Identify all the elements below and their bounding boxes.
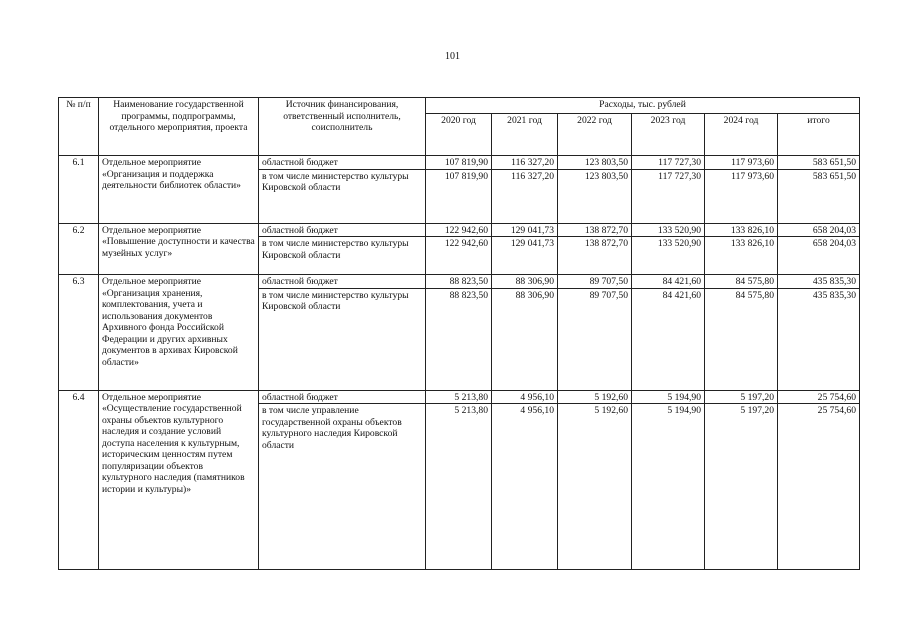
value-cell: 5 197,20	[705, 390, 778, 404]
table-row	[59, 390, 860, 404]
header-year-2021: 2021 год	[492, 114, 558, 156]
value-cell: 123 803,50	[558, 156, 632, 170]
row-number: 6.4	[59, 390, 99, 570]
value-cell: 5 192,60	[558, 404, 632, 570]
row-name: Отдельное мероприятие «Повышение доступности и качества музейных услуг»	[99, 223, 259, 275]
header-expenses: Расходы, тыс. рублей	[426, 98, 860, 114]
value-cell: 5 213,80	[426, 404, 492, 570]
source-label: в том числе министерство культуры Кировской области	[259, 288, 426, 390]
source-label: областной бюджет	[259, 156, 426, 170]
table-header	[59, 98, 860, 156]
value-cell: 122 942,60	[426, 223, 492, 237]
value-cell: 89 707,50	[558, 275, 632, 289]
header-num: № п/п	[59, 98, 99, 156]
value-cell: 88 306,90	[492, 275, 558, 289]
value-cell: 5 197,20	[705, 404, 778, 570]
value-cell: 116 327,20	[492, 169, 558, 223]
total-cell: 435 835,30	[778, 288, 860, 390]
source-label: в том числе министерство культуры Кировской области	[259, 237, 426, 275]
value-cell: 138 872,70	[558, 237, 632, 275]
header-year-2023: 2023 год	[632, 114, 705, 156]
header-name: Наименование государственной программы, подпрограммы, отдельного мероприятия, проекта	[99, 98, 259, 156]
total-cell: 583 651,50	[778, 156, 860, 170]
row-name: Отдельное мероприятие «Организация хранения, комплектования, учета и использования документов Архивного фонда Российской Федерации и других архивных документов в архивах Кировской области»	[99, 275, 259, 391]
source-label: областной бюджет	[259, 390, 426, 404]
total-cell: 435 835,30	[778, 275, 860, 289]
header-year-2024: 2024 год	[705, 114, 778, 156]
value-cell: 117 973,60	[705, 156, 778, 170]
value-cell: 84 575,80	[705, 275, 778, 289]
value-cell: 88 306,90	[492, 288, 558, 390]
value-cell: 89 707,50	[558, 288, 632, 390]
table-row	[59, 275, 860, 289]
source-label: областной бюджет	[259, 275, 426, 289]
value-cell: 116 327,20	[492, 156, 558, 170]
source-label: в том числе министерство культуры Кировской области	[259, 169, 426, 223]
row-number: 6.2	[59, 223, 99, 275]
header-year-2022: 2022 год	[558, 114, 632, 156]
value-cell: 117 727,30	[632, 156, 705, 170]
value-cell: 5 194,90	[632, 404, 705, 570]
value-cell: 122 942,60	[426, 237, 492, 275]
budget-table	[58, 97, 860, 570]
total-cell: 25 754,60	[778, 404, 860, 570]
value-cell: 133 520,90	[632, 223, 705, 237]
row-number: 6.3	[59, 275, 99, 391]
header-year-2020: 2020 год	[426, 114, 492, 156]
row-name: Отдельное мероприятие «Осуществление государственной охраны объектов культурного наследия и создание условий доступа населения к культурным, историческим ценностям путем популяризации объектов культурного наследия (памятников истории и культуры)»	[99, 390, 259, 570]
value-cell: 88 823,50	[426, 275, 492, 289]
value-cell: 123 803,50	[558, 169, 632, 223]
value-cell: 129 041,73	[492, 223, 558, 237]
total-cell: 25 754,60	[778, 390, 860, 404]
value-cell: 5 194,90	[632, 390, 705, 404]
value-cell: 138 872,70	[558, 223, 632, 237]
value-cell: 107 819,90	[426, 169, 492, 223]
table-row	[59, 223, 860, 237]
value-cell: 133 826,10	[705, 237, 778, 275]
total-cell: 658 204,03	[778, 223, 860, 237]
total-cell: 583 651,50	[778, 169, 860, 223]
row-number: 6.1	[59, 156, 99, 224]
value-cell: 4 956,10	[492, 390, 558, 404]
value-cell: 84 421,60	[632, 275, 705, 289]
value-cell: 4 956,10	[492, 404, 558, 570]
total-cell: 658 204,03	[778, 237, 860, 275]
value-cell: 107 819,90	[426, 156, 492, 170]
value-cell: 133 520,90	[632, 237, 705, 275]
page-number: 101	[445, 51, 460, 62]
value-cell: 84 421,60	[632, 288, 705, 390]
value-cell: 117 973,60	[705, 169, 778, 223]
source-label: в том числе управление государственной охраны объектов культурного наследия Кировской области	[259, 404, 426, 570]
value-cell: 133 826,10	[705, 223, 778, 237]
table-row	[59, 156, 860, 170]
header-source: Источник финансирования, ответственный исполнитель, соисполнитель	[259, 98, 426, 156]
value-cell: 5 192,60	[558, 390, 632, 404]
value-cell: 88 823,50	[426, 288, 492, 390]
value-cell: 5 213,80	[426, 390, 492, 404]
source-label: областной бюджет	[259, 223, 426, 237]
value-cell: 117 727,30	[632, 169, 705, 223]
value-cell: 84 575,80	[705, 288, 778, 390]
value-cell: 129 041,73	[492, 237, 558, 275]
row-name: Отдельное мероприятие «Организация и поддержка деятельности библиотек области»	[99, 156, 259, 224]
header-total: итого	[778, 114, 860, 156]
